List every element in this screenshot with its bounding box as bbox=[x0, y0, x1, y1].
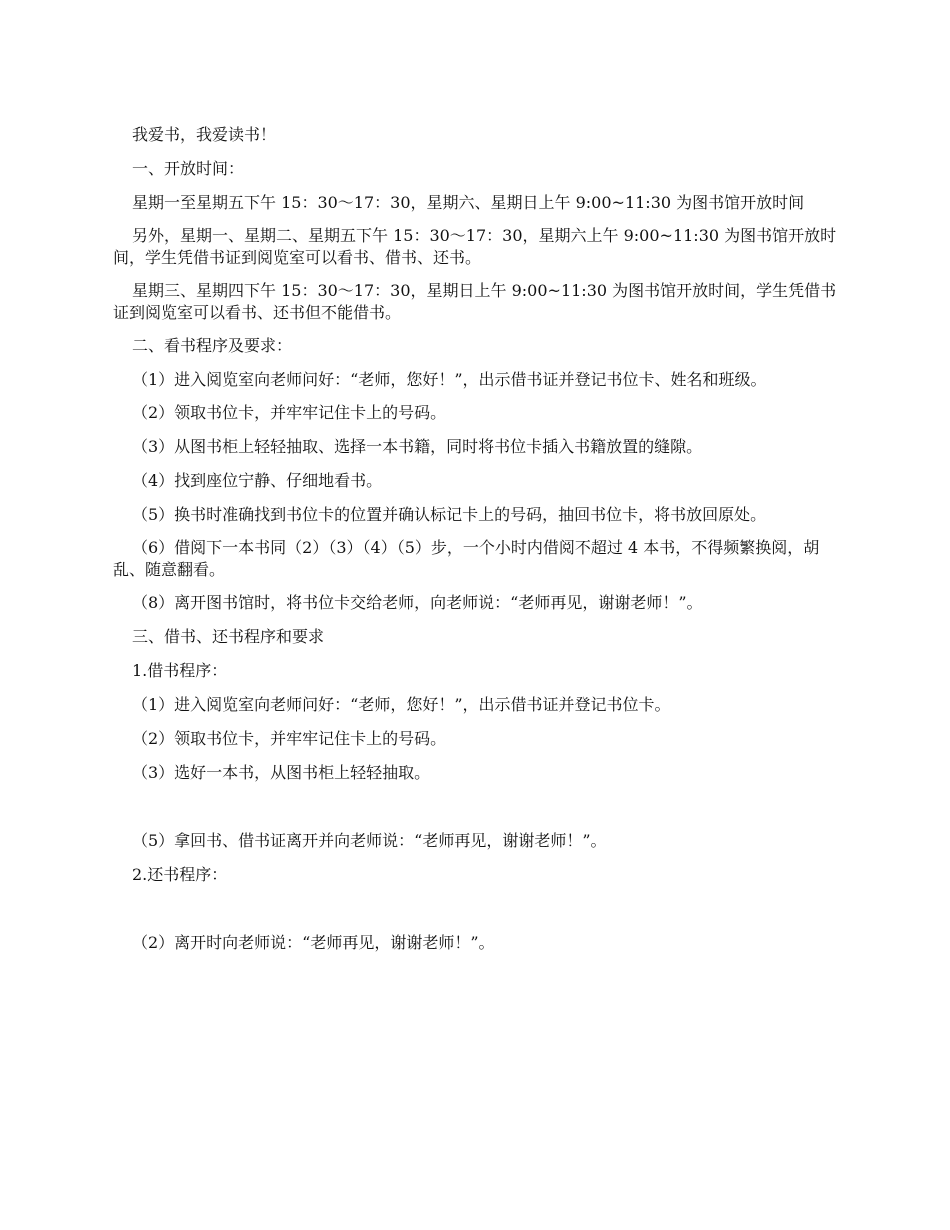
list-item-reading-step-5: （5）换书时准确找到书位卡的位置并确认标记卡上的号码，抽回书位卡，将书放回原处。 bbox=[132, 505, 767, 524]
subheading-borrowing-procedure: 1.借书程序： bbox=[132, 661, 228, 680]
paragraph-opening-hours-borrowing: 另外，星期一、星期二、星期五下午 15：30～17：30，星期六上午 9:00~11:30 为图书馆开放时间，学生凭借书证到阅览室可以看书、借书、还书。 bbox=[113, 226, 837, 267]
list-item-borrow-step-3: （3）选好一本书，从图书柜上轻轻抽取。 bbox=[132, 763, 431, 782]
paragraph-opening-hours-main: 星期一至星期五下午 15：30～17：30，星期六、星期日上午 9:00~11:30 为图书馆开放时间 bbox=[132, 193, 805, 212]
list-item-reading-step-2: （2）领取书位卡，并牢牢记住卡上的号码。 bbox=[132, 403, 447, 422]
list-item-borrow-step-1: （1）进入阅览室向老师问好：“老师，您好！”，出示借书证并登记书位卡。 bbox=[132, 695, 671, 714]
subheading-return-procedure: 2.还书程序： bbox=[132, 865, 228, 884]
list-item-reading-step-4: （4）找到座位宁静、仔细地看书。 bbox=[132, 471, 383, 490]
paragraph-opening-hours-no-borrowing: 星期三、星期四下午 15：30～17：30，星期日上午 9:00~11:30 为图书馆开放时间，学生凭借书证到阅览室可以看书、还书但不能借书。 bbox=[113, 281, 837, 322]
section-heading-opening-hours: 一、开放时间： bbox=[132, 159, 245, 178]
list-item-reading-step-8: （8）离开图书馆时，将书位卡交给老师，向老师说：“老师再见，谢谢老师！”。 bbox=[132, 593, 703, 612]
section-heading-reading-procedure: 二、看书程序及要求： bbox=[132, 336, 293, 355]
list-item-reading-step-3: （3）从图书柜上轻轻抽取、选择一本书籍，同时将书位卡插入书籍放置的缝隙。 bbox=[132, 437, 703, 456]
document-title: 我爱书，我爱读书！ bbox=[132, 125, 277, 144]
list-item-borrow-step-5: （5）拿回书、借书证离开并向老师说：“老师再见，谢谢老师！”。 bbox=[132, 831, 607, 850]
list-item-reading-step-1: （1）进入阅览室向老师问好：“老师，您好！”，出示借书证并登记书位卡、姓名和班级。 bbox=[132, 370, 767, 389]
list-item-borrow-step-2: （2）领取书位卡，并牢牢记住卡上的号码。 bbox=[132, 729, 447, 748]
section-heading-borrow-return: 三、借书、还书程序和要求 bbox=[132, 627, 325, 646]
document-body bbox=[113, 124, 838, 954]
list-item-reading-step-6: （6）借阅下一本书同（2）（3）（4）（5）步，一个小时内借阅不超过 4 本书，不得频繁换阅，胡乱、随意翻看。 bbox=[113, 538, 820, 579]
list-item-return-step-2: （2）离开时向老师说：“老师再见，谢谢老师！”。 bbox=[132, 933, 495, 952]
